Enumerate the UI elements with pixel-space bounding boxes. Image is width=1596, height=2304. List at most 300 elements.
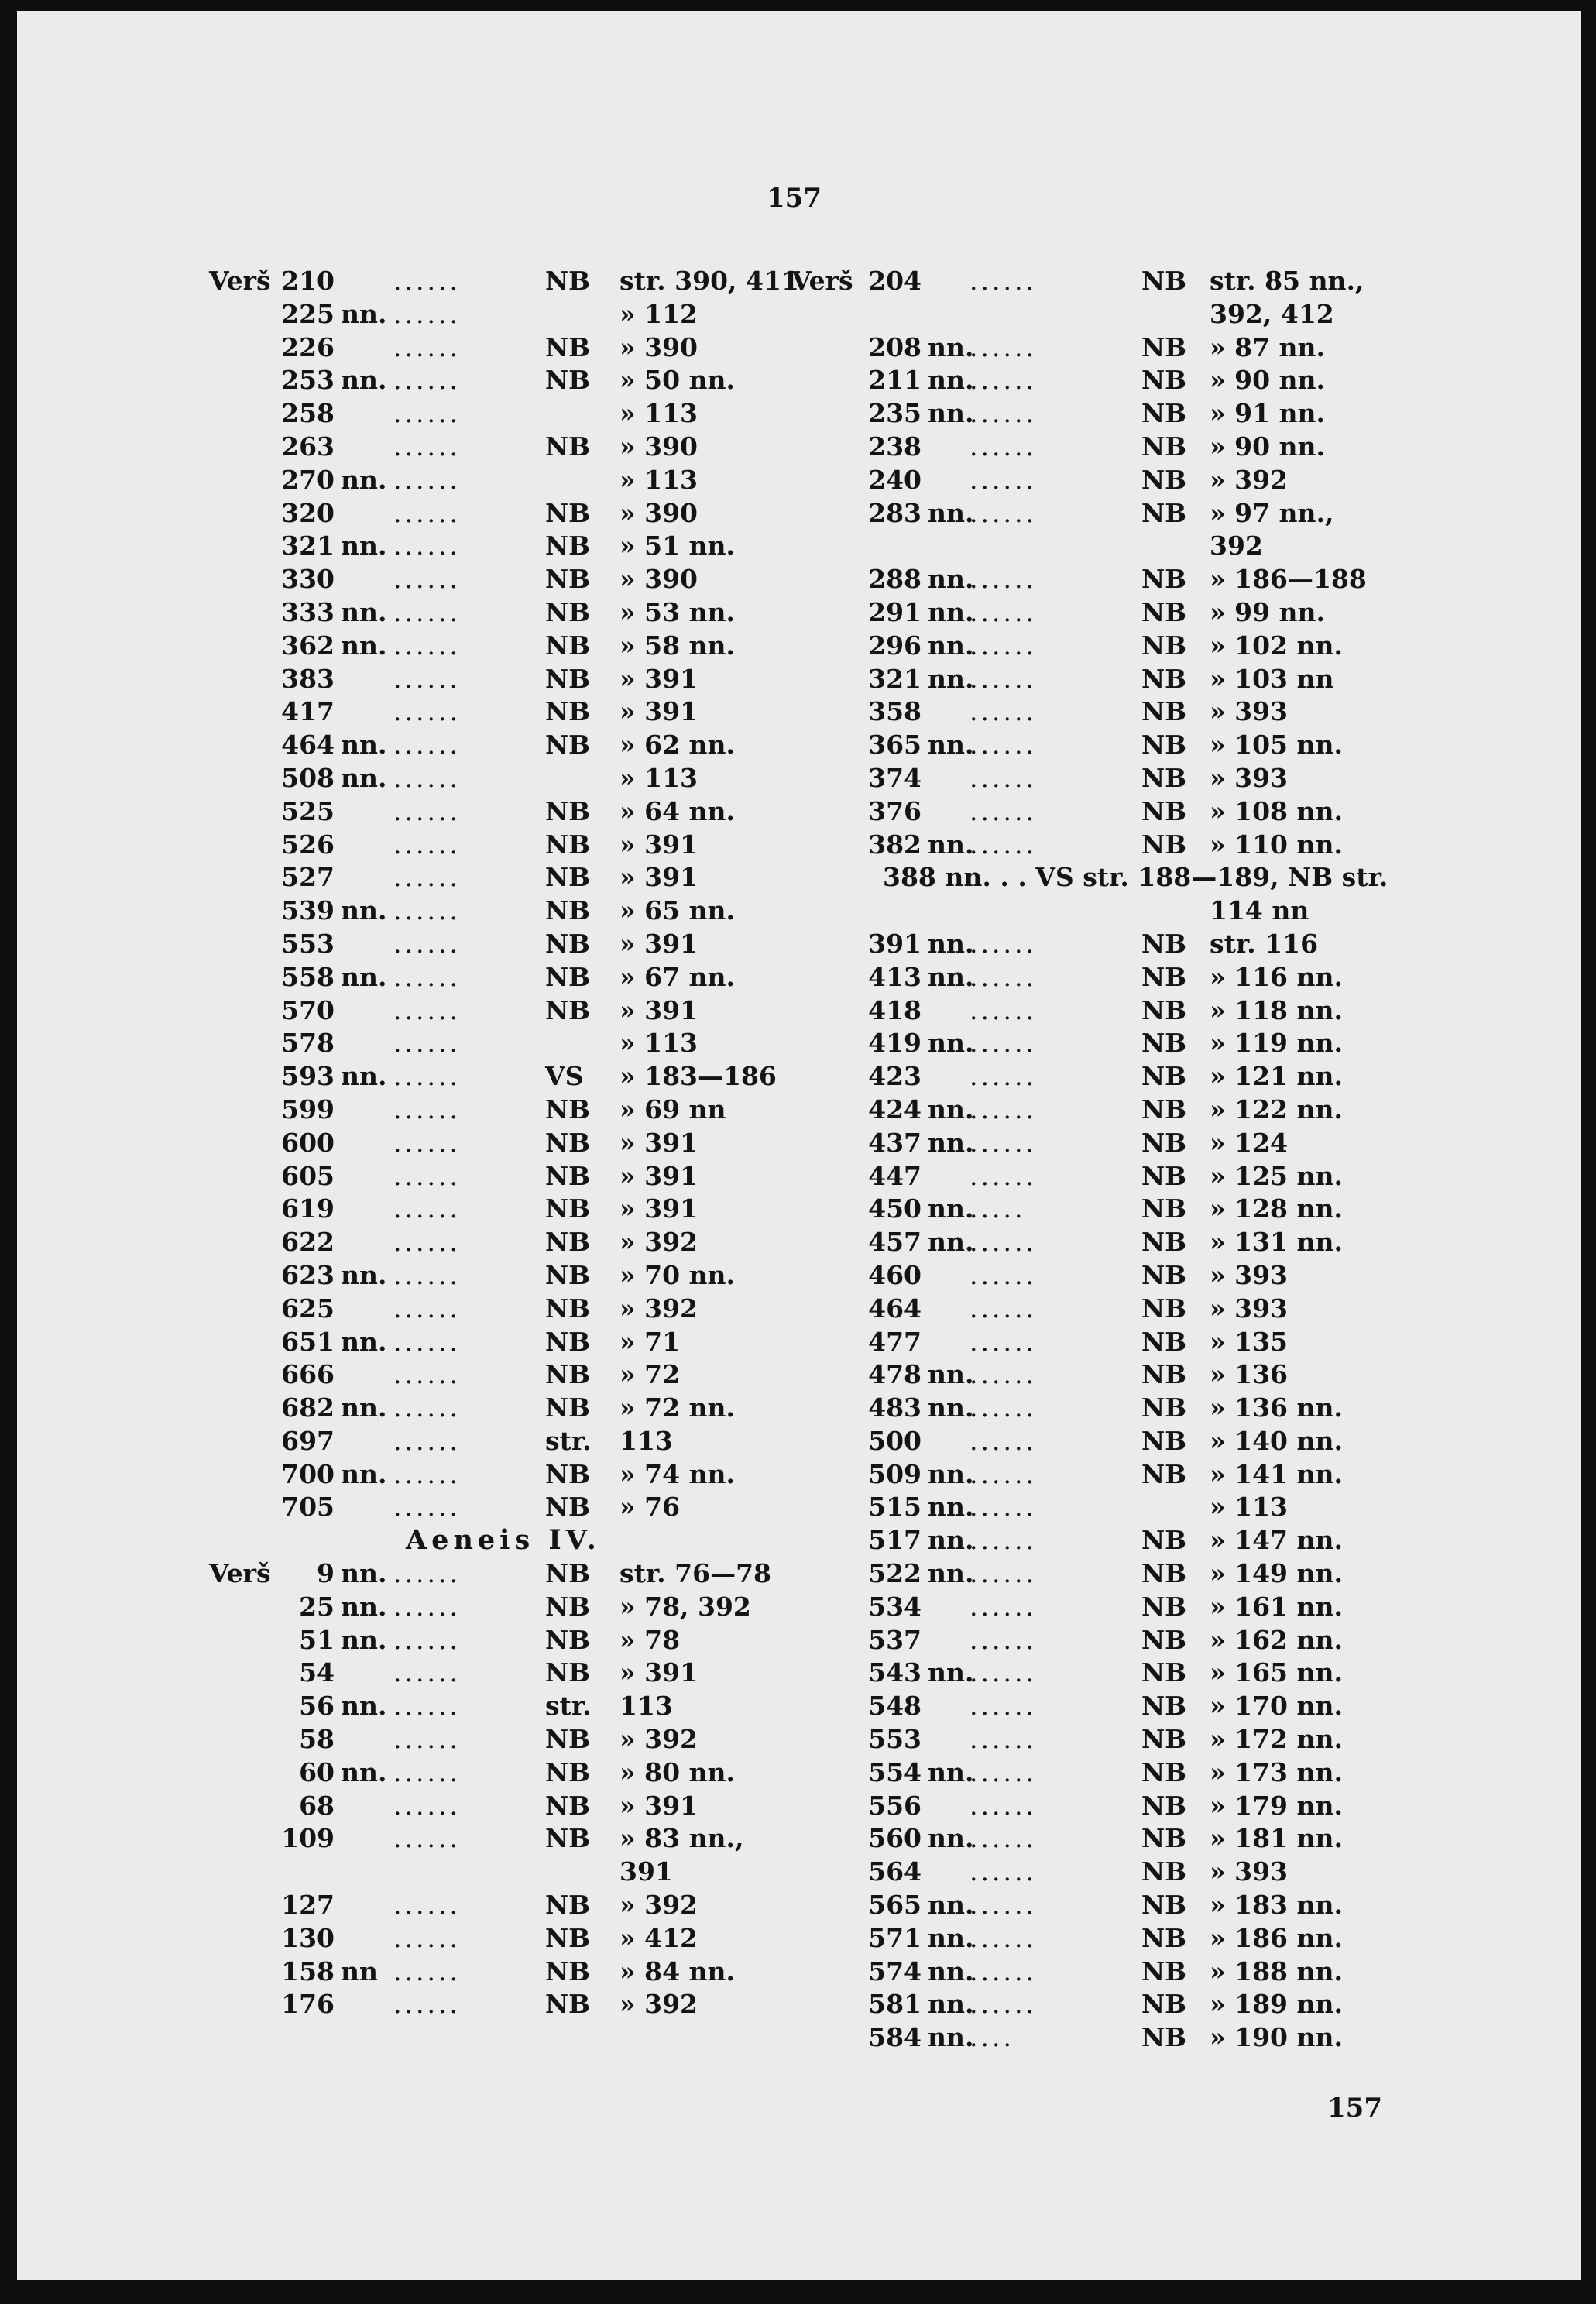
verse-number: 176 (281, 1989, 335, 2020)
dot-leader: ...... (970, 1756, 1037, 1787)
dot-leader: ...... (393, 696, 461, 727)
source-abbrev: NB (545, 928, 591, 959)
source-abbrev: NB (1141, 1127, 1187, 1158)
dot-leader: ...... (970, 1227, 1037, 1258)
dot-leader: ...... (393, 630, 461, 661)
verse-suffix: nn. (928, 596, 974, 627)
page-reference: » 51 nn. (620, 531, 735, 561)
source-abbrev: NB (1141, 1790, 1187, 1821)
dot-leader: ...... (970, 331, 1037, 362)
dot-leader: ...... (970, 1160, 1037, 1191)
verse-entry-row (791, 1790, 1395, 1823)
dot-leader: ...... (970, 994, 1037, 1025)
page-reference: » 124 (1210, 1127, 1288, 1158)
dot-leader: ...... (970, 1624, 1037, 1655)
verse-number: 376 (868, 795, 922, 826)
page-reference: » 189 nn. (1210, 1989, 1343, 2020)
verse-number: 391 (868, 928, 922, 959)
verse-number: 447 (868, 1160, 922, 1191)
page-reference: » 113 (620, 464, 698, 495)
verse-suffix: nn. (928, 1028, 974, 1059)
source-abbrev: NB (545, 596, 591, 627)
verse-entry-row (791, 397, 1395, 431)
page-reference: » 140 nn. (1210, 1425, 1343, 1456)
verse-entry-row (791, 630, 1395, 663)
verse-suffix: nn. (928, 1823, 974, 1854)
source-abbrev: NB (545, 1724, 591, 1755)
verse-number: 288 (868, 564, 922, 595)
dot-leader: ...... (393, 1127, 461, 1158)
dot-leader: ...... (393, 1094, 461, 1125)
dot-leader: ...... (970, 1425, 1037, 1456)
dot-leader: ...... (393, 1458, 461, 1489)
dot-leader: ...... (393, 596, 461, 627)
source-abbrev: NB (1141, 1724, 1187, 1755)
page-reference-continuation: 392, 412 (1210, 298, 1334, 329)
dot-leader: ...... (393, 1425, 461, 1456)
page-reference: » 147 nn. (1210, 1525, 1343, 1556)
verse-entry-row (209, 331, 798, 365)
verse-entry-row (791, 1988, 1395, 2021)
verse-number: 605 (281, 1160, 335, 1191)
verse-entry-row (791, 1723, 1395, 1756)
source-abbrev: NB (545, 266, 591, 296)
verse-entry-row (209, 1425, 798, 1458)
page-reference: » 391 (620, 1657, 698, 1688)
verse-entry-row (791, 1822, 1395, 1856)
verse-entry-row (791, 1624, 1395, 1657)
source-abbrev: NB (1141, 564, 1187, 595)
dot-leader: ...... (393, 531, 461, 561)
dot-leader: ...... (970, 961, 1037, 992)
verse-number: 543 (868, 1657, 922, 1688)
dot-leader: ...... (970, 1127, 1037, 1158)
verse-entry-row (209, 829, 798, 862)
page-reference: » 391 (620, 696, 698, 727)
dot-leader: ...... (970, 1724, 1037, 1755)
source-abbrev: NB (1141, 1028, 1187, 1059)
page-reference: » 390 (620, 431, 698, 462)
verse-number: 9 (317, 1558, 335, 1589)
page-reference: » 392 (620, 1724, 698, 1755)
page-reference: » 76 (620, 1492, 681, 1523)
dot-leader: ...... (970, 1359, 1037, 1390)
page-reference: » 90 nn. (1210, 365, 1325, 396)
source-abbrev: NB (545, 1458, 591, 1489)
section-heading: Aeneis IV. (406, 1524, 601, 1557)
verse-number: 383 (281, 663, 335, 694)
source-abbrev: NB (1141, 596, 1187, 627)
dot-leader: ...... (970, 663, 1037, 694)
page-reference: » 72 (620, 1359, 681, 1390)
source-abbrev: NB (545, 1326, 591, 1357)
dot-leader: ...... (393, 1724, 461, 1755)
source-abbrev: NB (1141, 1094, 1187, 1125)
dot-leader: ...... (393, 1392, 461, 1423)
verse-number: 358 (868, 696, 922, 727)
verse-number: 263 (281, 431, 335, 462)
source-abbrev: NB (1141, 2022, 1187, 2053)
verse-number: 374 (868, 762, 922, 793)
source-abbrev: NB (545, 994, 591, 1025)
verse-entry-row (209, 298, 798, 331)
verse-number: 564 (868, 1856, 922, 1887)
verse-number: 58 (299, 1724, 335, 1755)
verse-entry-row (791, 1060, 1395, 1094)
source-abbrev: NB (1141, 1458, 1187, 1489)
verse-entry-row (209, 464, 798, 497)
source-abbrev: NB (1141, 1691, 1187, 1722)
verse-suffix: nn. (341, 1458, 387, 1489)
verse-entry-row (209, 1557, 798, 1591)
page-reference-continuation: 114 nn (1210, 895, 1309, 926)
page-reference: » 121 nn. (1210, 1061, 1343, 1092)
verse-suffix: nn. (341, 762, 387, 793)
dot-leader: ...... (393, 431, 461, 462)
source-abbrev: NB (545, 795, 591, 826)
page-reference: str. 76—78 (620, 1558, 772, 1589)
dot-leader: ...... (970, 1790, 1037, 1821)
verse-entry-row (209, 1889, 798, 1922)
verse-number: 450 (868, 1193, 922, 1224)
verse-entry-row (209, 1723, 798, 1756)
dot-leader: ...... (970, 1890, 1037, 1921)
dot-leader: ...... (393, 1160, 461, 1191)
dot-leader: ...... (970, 795, 1037, 826)
verse-number: 539 (281, 895, 335, 926)
dot-leader: ...... (970, 1823, 1037, 1854)
page-reference: » 170 nn. (1210, 1691, 1343, 1722)
verse-suffix: nn. (341, 1691, 387, 1722)
verse-number: 593 (281, 1061, 335, 1092)
verse-entry-row (791, 1193, 1395, 1226)
right-verse-list (791, 265, 1395, 2055)
page-reference: » 412 (620, 1922, 698, 1953)
page-number-bottom: 157 (1327, 2093, 1382, 2124)
page-reference: » 128 nn. (1210, 1193, 1343, 1224)
verse-number: 54 (299, 1657, 335, 1688)
source-abbrev: NB (545, 431, 591, 462)
page-reference: » 78 (620, 1624, 681, 1655)
verse-number: 291 (868, 596, 922, 627)
verse-entry-row (791, 1955, 1395, 1989)
verse-entry-row (209, 1458, 798, 1492)
verse-entry-row (791, 994, 1395, 1028)
verse-entry-row (791, 431, 1395, 464)
source-abbrev: NB (1141, 1193, 1187, 1224)
verse-number: 382 (868, 829, 922, 860)
verse-entry-row (791, 596, 1395, 630)
page-reference: 113 (620, 1425, 673, 1456)
verse-number: 625 (281, 1293, 335, 1324)
page-reference: » 105 nn. (1210, 730, 1343, 761)
source-abbrev: NB (1141, 663, 1187, 694)
verse-suffix: nn. (341, 1756, 387, 1787)
verse-entry-row (209, 1160, 798, 1193)
page-reference: » 181 nn. (1210, 1823, 1343, 1854)
page-reference-continuation: 391 (620, 1856, 673, 1887)
verse-entry-row (209, 1822, 798, 1856)
verse-entry-row (791, 497, 1395, 531)
page-reference: » 161 nn. (1210, 1591, 1343, 1622)
verse-entry-row (791, 1491, 1395, 1524)
source-abbrev: NB (1141, 1591, 1187, 1622)
dot-leader: ...... (970, 431, 1037, 462)
verse-number: 705 (281, 1492, 335, 1523)
source-abbrev: NB (545, 862, 591, 893)
verse-entry-row (209, 1591, 798, 1624)
source-abbrev: NB (545, 1657, 591, 1688)
verse-number: 321 (281, 531, 335, 561)
verse-suffix: nn. (341, 365, 387, 396)
verse-suffix: nn. (928, 1657, 974, 1688)
source-abbrev: NB (1141, 1756, 1187, 1787)
dot-leader: ...... (970, 1856, 1037, 1887)
verse-suffix: nn. (341, 1392, 387, 1423)
page-reference: » 99 nn. (1210, 596, 1325, 627)
page-reference: » 393 (1210, 762, 1288, 793)
verse-number: 424 (868, 1094, 922, 1125)
source-abbrev: NB (1141, 1657, 1187, 1688)
verse-suffix: nn. (928, 1127, 974, 1158)
verse-entry-row (209, 729, 798, 762)
verse-suffix: nn. (928, 2022, 974, 2053)
verse-number: 623 (281, 1259, 335, 1290)
source-abbrev: NB (1141, 994, 1187, 1025)
dot-leader: ...... (970, 1525, 1037, 1556)
dot-leader: ...... (970, 762, 1037, 793)
verse-entry-row (791, 265, 1395, 298)
source-abbrev: NB (1141, 464, 1187, 495)
dot-leader: ...... (393, 1657, 461, 1688)
page-reference: » 392 (620, 1890, 698, 1921)
verse-entry-row (791, 1524, 1395, 1557)
verse-entry-row (209, 795, 798, 829)
verse-entry-row (209, 695, 798, 729)
document-page (17, 11, 1581, 2280)
verse-entry-row (209, 364, 798, 397)
dot-leader: ...... (970, 1061, 1037, 1092)
page-reference: » 391 (620, 1193, 698, 1224)
dot-leader: ...... (393, 895, 461, 926)
verse-number: 437 (868, 1127, 922, 1158)
source-abbrev: NB (545, 365, 591, 396)
page-reference: » 84 nn. (620, 1955, 735, 1986)
verse-number: 365 (868, 730, 922, 761)
verse-entry-row (209, 596, 798, 630)
verse-entry-row (791, 1226, 1395, 1259)
verse-entry-row (791, 1425, 1395, 1458)
verse-entry-row (209, 1690, 798, 1723)
dot-leader: ...... (393, 1259, 461, 1290)
verse-suffix: nn. (928, 730, 974, 761)
dot-leader: ...... (393, 1326, 461, 1357)
page-reference: » 186 nn. (1210, 1922, 1343, 1953)
verse-number: 460 (868, 1259, 922, 1290)
verse-entry-row (791, 1657, 1395, 1690)
page-reference: » 72 nn. (620, 1392, 735, 1423)
dot-leader: ...... (970, 464, 1037, 495)
page-reference: » 116 nn. (1210, 961, 1343, 992)
verse-suffix: nn. (341, 895, 387, 926)
dot-leader: ...... (970, 829, 1037, 860)
verse-entry-row (209, 1127, 798, 1160)
verse-number: 554 (868, 1756, 922, 1787)
page-reference: » 80 nn. (620, 1756, 735, 1787)
page-reference: » 53 nn. (620, 596, 735, 627)
verse-number: 522 (868, 1558, 922, 1589)
verse-number: 127 (281, 1890, 335, 1921)
source-abbrev: NB (1141, 1823, 1187, 1854)
verse-number: 527 (281, 862, 335, 893)
source-abbrev: NB (545, 1890, 591, 1921)
verse-number: 211 (868, 365, 922, 396)
verse-number: 320 (281, 497, 335, 528)
dot-leader: ...... (970, 266, 1037, 296)
left-column (209, 265, 798, 2021)
source-abbrev: NB (1141, 1326, 1187, 1357)
source-abbrev: NB (1141, 331, 1187, 362)
page-reference: » 91 nn. (1210, 398, 1325, 429)
dot-leader: ...... (970, 398, 1037, 429)
dot-leader: ...... (393, 1359, 461, 1390)
page-reference: » 113 (620, 398, 698, 429)
verse-number: 419 (868, 1028, 922, 1059)
verse-suffix: nn. (928, 829, 974, 860)
source-abbrev: NB (545, 331, 591, 362)
verse-suffix: nn. (341, 1558, 387, 1589)
verse-number: 548 (868, 1691, 922, 1722)
dot-leader: ...... (970, 1989, 1037, 2020)
page-reference: » 162 nn. (1210, 1624, 1343, 1655)
source-abbrev: NB (545, 1558, 591, 1589)
verse-entry-row (209, 928, 798, 961)
verse-number: 556 (868, 1790, 922, 1821)
verse-entry-row (791, 961, 1395, 994)
verse-number: 560 (868, 1823, 922, 1854)
page-reference: » 391 (620, 928, 698, 959)
verse-suffix: nn. (928, 1525, 974, 1556)
dot-leader: ...... (393, 663, 461, 694)
dot-leader: ...... (393, 1193, 461, 1224)
verse-number: 296 (868, 630, 922, 661)
page-reference: str. 390, 411 (620, 266, 799, 296)
verse-suffix: nn. (341, 730, 387, 761)
verse-entry-row (791, 563, 1395, 596)
source-abbrev: NB (1141, 365, 1187, 396)
source-abbrev: NB (1141, 1359, 1187, 1390)
verse-entry-row (209, 1756, 798, 1790)
verse-suffix: nn. (928, 663, 974, 694)
page-reference: » 391 (620, 1790, 698, 1821)
source-abbrev: NB (545, 829, 591, 860)
verse-entry-row (209, 1790, 798, 1823)
aeneis-iv-list (209, 1557, 798, 2021)
dot-leader: ...... (970, 1955, 1037, 1986)
source-abbrev: NB (545, 1259, 591, 1290)
verse-suffix: nn. (928, 1890, 974, 1921)
verse-entry-row (209, 497, 798, 531)
source-abbrev: NB (1141, 928, 1187, 959)
source-abbrev: NB (545, 730, 591, 761)
verse-suffix: nn. (928, 1756, 974, 1787)
verse-number: 208 (868, 331, 922, 362)
page-reference: » 58 nn. (620, 630, 735, 661)
verse-label: Verš (209, 266, 271, 296)
dot-leader: ...... (970, 696, 1037, 727)
source-abbrev: NB (1141, 1061, 1187, 1092)
verse-number: 570 (281, 994, 335, 1025)
verse-number: 464 (281, 730, 335, 761)
dot-leader: ...... (970, 365, 1037, 396)
verse-number: 457 (868, 1227, 922, 1258)
verse-number: 697 (281, 1425, 335, 1456)
dot-leader: ...... (393, 1691, 461, 1722)
verse-number: 413 (868, 961, 922, 992)
dot-leader: ...... (393, 829, 461, 860)
dot-leader: ...... (970, 1458, 1037, 1489)
verse-entry-row (791, 795, 1395, 829)
verse-suffix: nn. (341, 1259, 387, 1290)
page-reference: » 113 (1210, 1492, 1288, 1523)
dot-leader: ...... (393, 1624, 461, 1655)
dot-leader: ...... (393, 464, 461, 495)
verse-number: 581 (868, 1989, 922, 2020)
verse-number: 270 (281, 464, 335, 495)
source-abbrev: NB (1141, 431, 1187, 462)
source-abbrev: NB (545, 1756, 591, 1787)
page-reference: » 393 (1210, 1259, 1288, 1290)
source-abbrev: NB (1141, 497, 1187, 528)
verse-suffix: nn. (341, 961, 387, 992)
verse-entry-row (209, 1657, 798, 1690)
dot-leader: ...... (393, 1790, 461, 1821)
verse-number: 534 (868, 1591, 922, 1622)
page-reference: » 392 (620, 1989, 698, 2020)
dot-leader: ...... (393, 1756, 461, 1787)
source-abbrev: NB (1141, 1989, 1187, 2020)
continuation-row (791, 894, 1395, 928)
page-reference: » 391 (620, 829, 698, 860)
verse-number: 362 (281, 630, 335, 661)
verse-number: 682 (281, 1392, 335, 1423)
source-abbrev: NB (545, 497, 591, 528)
page-reference: » 103 nn (1210, 663, 1334, 694)
verse-number: 210 (281, 266, 335, 296)
verse-number: 240 (868, 464, 922, 495)
dot-leader: ...... (970, 630, 1037, 661)
verse-suffix: nn. (928, 331, 974, 362)
page-reference: » 183—186 (620, 1061, 777, 1092)
verse-number: 56 (299, 1691, 335, 1722)
page-reference-continuation: 392 (1210, 531, 1263, 561)
page-reference: » 64 nn. (620, 795, 735, 826)
verse-entry-row (791, 364, 1395, 397)
verse-entry-row (791, 1591, 1395, 1624)
verse-entry-row (209, 762, 798, 795)
verse-entry-row (209, 894, 798, 928)
page-reference: » 78, 392 (620, 1591, 751, 1622)
source-abbrev: NB (545, 1591, 591, 1622)
verse-entry-row (791, 1856, 1395, 1889)
verse-entry-row (791, 1358, 1395, 1392)
page-reference: » 391 (620, 994, 698, 1025)
page-reference: » 110 nn. (1210, 829, 1343, 860)
source-abbrev: NB (1141, 1525, 1187, 1556)
verse-suffix: nn. (928, 961, 974, 992)
page-number-top: 157 (767, 183, 822, 214)
dot-leader: ...... (970, 1293, 1037, 1324)
